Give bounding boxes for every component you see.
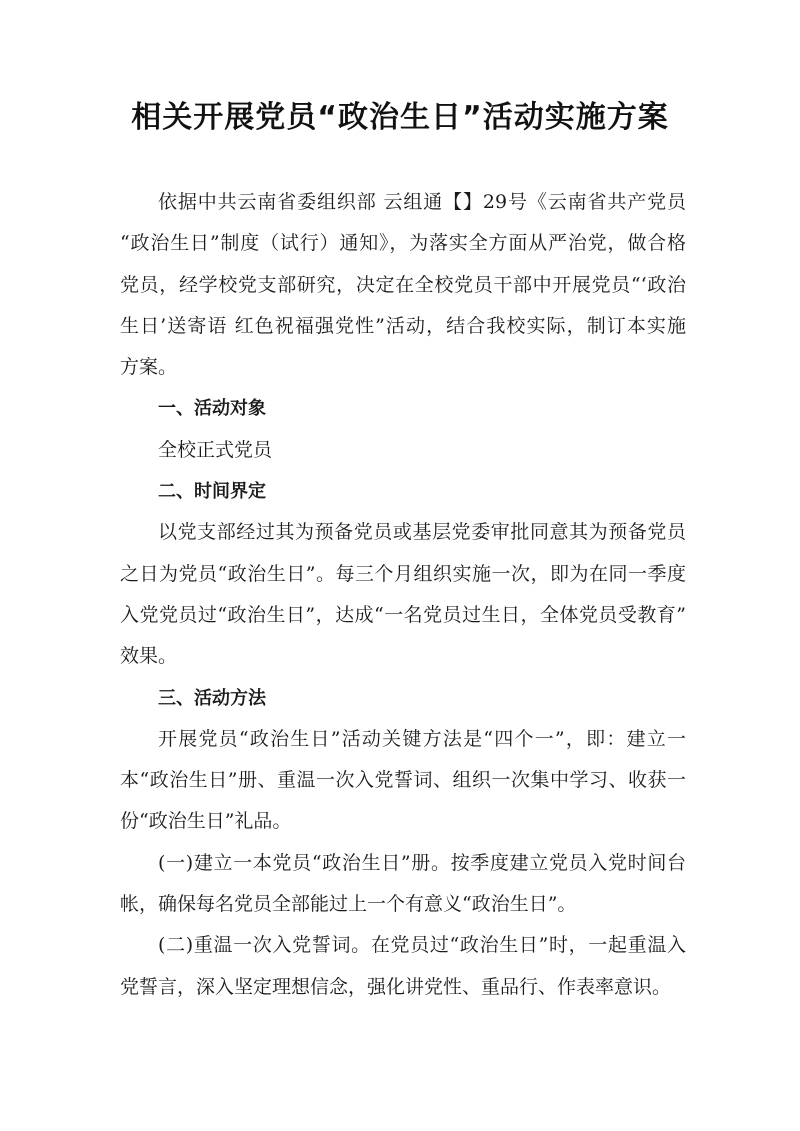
paragraph-line: 入党党员过“政治生日”，达成“一名党员过生日，全体党员受教育” xyxy=(120,603,686,626)
list-item-line: 帐，确保每名党员全部能过上一个有意义“政治生日”。 xyxy=(120,893,577,916)
paragraph-line: 份“政治生日”礼品。 xyxy=(120,810,292,833)
paragraph-line: 方案。 xyxy=(120,356,178,379)
section-heading: 一、活动对象 xyxy=(158,398,266,420)
list-item-line: 党誓言，深入坚定理想信念，强化讲党性、重品行、作表率意识。 xyxy=(120,975,672,998)
paragraph-line: 以党支部经过其为预备党员或基层党委审批同意其为预备党员 xyxy=(158,521,686,544)
paragraph-line: 效果。 xyxy=(120,645,178,668)
section-heading: 二、时间界定 xyxy=(158,481,266,503)
paragraph-line: 全校正式党员 xyxy=(158,438,273,461)
paragraph-line: 本“政治生日”册、重温一次入党誓词、组织一次集中学习、收获一 xyxy=(120,769,686,792)
paragraph-line: 开展党员“政治生日”活动关键方法是“四个一”，即：建立一 xyxy=(158,727,686,750)
paragraph-line: 党员，经学校党支部研究，决定在全校党员干部中开展党员“‘政治 xyxy=(120,273,686,296)
document-body xyxy=(120,182,686,1008)
document-title: 相关开展党员“政治生日”活动实施方案 xyxy=(131,100,669,135)
list-item-line: (二)重温一次入党誓词。在党员过“政治生日”时，一起重温入 xyxy=(158,934,686,957)
section-heading: 三、活动方法 xyxy=(158,687,266,709)
list-item-line: (一)建立一本党员“政治生日”册。按季度建立党员入党时间台 xyxy=(158,851,686,874)
paragraph-line: “政治生日”制度（试行）通知》，为落实全方面从严治党，做合格 xyxy=(120,232,686,255)
paragraph-line: 依据中共云南省委组织部 云组通【】29号《云南省共产党员 xyxy=(158,191,686,213)
paragraph-line: 生日’送寄语 红色祝福强党性”活动，结合我校实际，制订本实施 xyxy=(120,314,686,337)
paragraph-line: 之日为党员“政治生日”。每三个月组织实施一次，即为在同一季度 xyxy=(120,562,686,585)
